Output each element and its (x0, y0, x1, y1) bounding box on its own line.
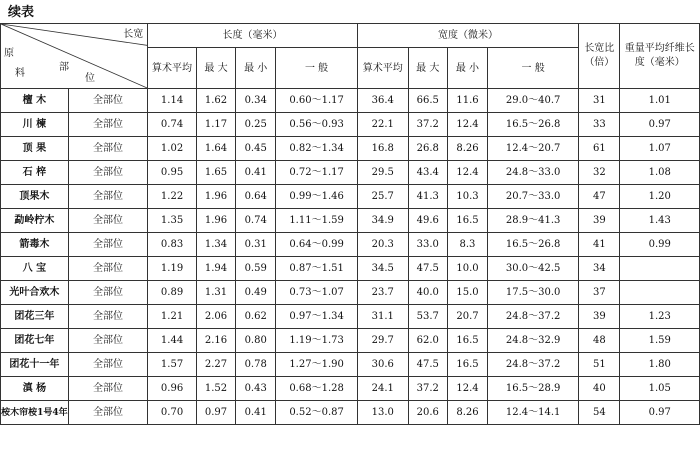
value-cell: 29.0～40.7 (488, 89, 579, 113)
value-cell: 0.96 (148, 377, 197, 401)
part-cell: 全部位 (68, 89, 147, 113)
part-cell: 全部位 (68, 233, 147, 257)
value-cell: 28.9～41.3 (488, 209, 579, 233)
value-cell: 12.4～20.7 (488, 137, 579, 161)
value-cell: 0.99～1.46 (276, 185, 358, 209)
part-cell: 全部位 (68, 305, 147, 329)
value-cell: 16.5～26.8 (488, 233, 579, 257)
value-cell: 1.52 (196, 377, 235, 401)
value-cell: 61 (579, 137, 620, 161)
value-cell: 25.7 (357, 185, 408, 209)
value-cell: 30.6 (357, 353, 408, 377)
value-cell: 1.64 (196, 137, 235, 161)
material-cell: 檀 木 (1, 89, 69, 113)
value-cell: 29.7 (357, 329, 408, 353)
table-row (1, 113, 700, 137)
part-cell: 全部位 (68, 185, 147, 209)
value-cell: 0.41 (236, 401, 276, 425)
part-cell: 全部位 (68, 401, 147, 425)
sub-header: 最 大 (196, 48, 235, 89)
value-cell: 0.60～1.17 (276, 89, 358, 113)
value-cell: 0.41 (236, 161, 276, 185)
fiber-morphology-table (0, 23, 700, 463)
value-cell: 16.5 (447, 329, 487, 353)
value-cell: 1.11～1.59 (276, 209, 358, 233)
ratio-header: 长宽比（倍） (579, 24, 620, 89)
value-cell: 0.45 (236, 137, 276, 161)
table-row (1, 137, 700, 161)
value-cell: 0.78 (236, 353, 276, 377)
value-cell: 8.26 (447, 137, 487, 161)
value-cell: 0.64 (236, 185, 276, 209)
table-body (1, 89, 700, 425)
value-cell: 0.72～1.17 (276, 161, 358, 185)
value-cell: 0.73～1.07 (276, 281, 358, 305)
value-cell: 20.6 (408, 401, 447, 425)
value-cell: 1.59 (620, 329, 700, 353)
value-cell: 1.14 (148, 89, 197, 113)
material-cell: 箭毒木 (1, 233, 69, 257)
value-cell: 39 (579, 305, 620, 329)
value-cell: 1.80 (620, 353, 700, 377)
sub-header: 最 大 (408, 48, 447, 89)
value-cell: 0.56～0.93 (276, 113, 358, 137)
corner-label-left: 原 (4, 48, 14, 59)
material-cell: 顶 果 (1, 137, 69, 161)
sub-header: 算术平均 (148, 48, 197, 89)
value-cell: 2.16 (196, 329, 235, 353)
value-cell: 1.01 (620, 89, 700, 113)
value-cell: 24.8～32.9 (488, 329, 579, 353)
corner-header-cell (1, 24, 148, 89)
value-cell: 26.8 (408, 137, 447, 161)
value-cell: 32 (579, 161, 620, 185)
value-cell: 1.62 (196, 89, 235, 113)
value-cell: 49.6 (408, 209, 447, 233)
value-cell (620, 281, 700, 305)
value-cell: 0.80 (236, 329, 276, 353)
value-cell: 1.96 (196, 185, 235, 209)
value-cell: 20.7～33.0 (488, 185, 579, 209)
part-cell: 全部位 (68, 329, 147, 353)
value-cell: 0.89 (148, 281, 197, 305)
part-cell: 全部位 (68, 257, 147, 281)
value-cell: 37.2 (408, 113, 447, 137)
material-cell: 勐岭柠木 (1, 209, 69, 233)
value-cell: 24.8～33.0 (488, 161, 579, 185)
table-row (1, 401, 700, 425)
sub-header: 一 般 (276, 48, 358, 89)
value-cell: 17.5～30.0 (488, 281, 579, 305)
value-cell: 10.0 (447, 257, 487, 281)
value-cell: 62.0 (408, 329, 447, 353)
value-cell: 13.0 (357, 401, 408, 425)
value-cell: 0.52～0.87 (276, 401, 358, 425)
table-row (1, 305, 700, 329)
table-row (1, 353, 700, 377)
material-cell: 川 楝 (1, 113, 69, 137)
value-cell: 1.31 (196, 281, 235, 305)
value-cell: 0.31 (236, 233, 276, 257)
value-cell: 2.06 (196, 305, 235, 329)
value-cell: 16.5～28.9 (488, 377, 579, 401)
part-cell: 全部位 (68, 209, 147, 233)
value-cell: 51 (579, 353, 620, 377)
value-cell: 0.34 (236, 89, 276, 113)
value-cell: 12.4 (447, 377, 487, 401)
value-cell: 1.20 (620, 185, 700, 209)
table-row (1, 209, 700, 233)
sub-header: 算术平均 (357, 48, 408, 89)
corner-label-mid1: 料 (15, 68, 25, 79)
part-cell: 全部位 (68, 353, 147, 377)
value-cell: 0.97 (196, 401, 235, 425)
value-cell: 22.1 (357, 113, 408, 137)
value-cell: 12.4～14.1 (488, 401, 579, 425)
material-cell: 桉木帘桉1号4年 (1, 401, 69, 425)
length-group-header: 长度（毫米） (148, 24, 358, 48)
value-cell: 31.1 (357, 305, 408, 329)
table-row (1, 377, 700, 401)
value-cell: 24.8～37.2 (488, 305, 579, 329)
value-cell: 1.07 (620, 137, 700, 161)
material-cell: 石 梓 (1, 161, 69, 185)
value-cell: 8.26 (447, 401, 487, 425)
table-row (1, 233, 700, 257)
material-cell: 八 宝 (1, 257, 69, 281)
material-cell: 顶果木 (1, 185, 69, 209)
part-cell: 全部位 (68, 377, 147, 401)
value-cell: 1.22 (148, 185, 197, 209)
value-cell: 0.70 (148, 401, 197, 425)
value-cell: 43.4 (408, 161, 447, 185)
width-group-header: 宽度（微米） (357, 24, 578, 48)
value-cell: 29.5 (357, 161, 408, 185)
value-cell: 1.05 (620, 377, 700, 401)
value-cell: 10.3 (447, 185, 487, 209)
table-row (1, 329, 700, 353)
value-cell: 0.97～1.34 (276, 305, 358, 329)
value-cell: 40.0 (408, 281, 447, 305)
value-cell: 0.68～1.28 (276, 377, 358, 401)
value-cell: 16.8 (357, 137, 408, 161)
material-cell: 光叶合欢木 (1, 281, 69, 305)
value-cell: 1.94 (196, 257, 235, 281)
value-cell: 1.27～1.90 (276, 353, 358, 377)
value-cell: 0.59 (236, 257, 276, 281)
value-cell: 15.0 (447, 281, 487, 305)
value-cell: 0.25 (236, 113, 276, 137)
part-cell: 全部位 (68, 161, 147, 185)
value-cell: 1.17 (196, 113, 235, 137)
value-cell: 34.9 (357, 209, 408, 233)
value-cell: 2.27 (196, 353, 235, 377)
table-row (1, 257, 700, 281)
value-cell: 40 (579, 377, 620, 401)
value-cell: 30.0～42.5 (488, 257, 579, 281)
sub-header: 一 般 (488, 48, 579, 89)
value-cell: 0.74 (236, 209, 276, 233)
value-cell: 41.3 (408, 185, 447, 209)
value-cell: 34 (579, 257, 620, 281)
value-cell: 34.5 (357, 257, 408, 281)
value-cell: 24.1 (357, 377, 408, 401)
value-cell: 41 (579, 233, 620, 257)
part-cell: 全部位 (68, 113, 147, 137)
value-cell (620, 257, 700, 281)
value-cell: 36.4 (357, 89, 408, 113)
value-cell: 47.5 (408, 257, 447, 281)
value-cell: 33.0 (408, 233, 447, 257)
value-cell: 20.3 (357, 233, 408, 257)
value-cell: 0.87～1.51 (276, 257, 358, 281)
value-cell: 1.34 (196, 233, 235, 257)
material-cell: 团花七年 (1, 329, 69, 353)
material-cell: 滇 杨 (1, 377, 69, 401)
corner-label-mid2: 部 (59, 62, 69, 73)
value-cell: 23.7 (357, 281, 408, 305)
value-cell: 0.62 (236, 305, 276, 329)
value-cell: 1.23 (620, 305, 700, 329)
value-cell: 37 (579, 281, 620, 305)
value-cell: 31 (579, 89, 620, 113)
value-cell: 1.19～1.73 (276, 329, 358, 353)
value-cell: 1.19 (148, 257, 197, 281)
table-row (1, 89, 700, 113)
value-cell: 20.7 (447, 305, 487, 329)
value-cell: 1.08 (620, 161, 700, 185)
value-cell: 16.5 (447, 209, 487, 233)
value-cell: 0.95 (148, 161, 197, 185)
corner-label-top: 长宽 (123, 29, 144, 40)
value-cell: 12.4 (447, 113, 487, 137)
value-cell: 1.21 (148, 305, 197, 329)
table-row (1, 185, 700, 209)
value-cell: 53.7 (408, 305, 447, 329)
material-cell: 团花十一年 (1, 353, 69, 377)
value-cell: 0.97 (620, 113, 700, 137)
weighted-length-header: 重量平均纤维长度（毫米） (620, 24, 700, 89)
value-cell: 0.43 (236, 377, 276, 401)
value-cell: 0.49 (236, 281, 276, 305)
value-cell: 24.8～37.2 (488, 353, 579, 377)
value-cell: 8.3 (447, 233, 487, 257)
value-cell: 0.64～0.99 (276, 233, 358, 257)
value-cell: 12.4 (447, 161, 487, 185)
value-cell: 0.99 (620, 233, 700, 257)
corner-label-bottom: 位 (85, 73, 95, 84)
value-cell: 1.96 (196, 209, 235, 233)
value-cell: 16.5～26.8 (488, 113, 579, 137)
value-cell: 0.97 (620, 401, 700, 425)
table-row (1, 281, 700, 305)
part-cell: 全部位 (68, 281, 147, 305)
value-cell: 39 (579, 209, 620, 233)
value-cell: 33 (579, 113, 620, 137)
value-cell: 37.2 (408, 377, 447, 401)
value-cell: 1.57 (148, 353, 197, 377)
value-cell: 1.02 (148, 137, 197, 161)
value-cell: 0.83 (148, 233, 197, 257)
sub-header: 最 小 (447, 48, 487, 89)
value-cell: 1.35 (148, 209, 197, 233)
value-cell: 66.5 (408, 89, 447, 113)
value-cell: 16.5 (447, 353, 487, 377)
value-cell: 48 (579, 329, 620, 353)
value-cell: 1.44 (148, 329, 197, 353)
data-table (0, 23, 700, 425)
table-row (1, 161, 700, 185)
value-cell: 47.5 (408, 353, 447, 377)
sub-header: 最 小 (236, 48, 276, 89)
value-cell: 47 (579, 185, 620, 209)
value-cell: 1.43 (620, 209, 700, 233)
value-cell: 11.6 (447, 89, 487, 113)
material-cell: 团花三年 (1, 305, 69, 329)
value-cell: 0.74 (148, 113, 197, 137)
part-cell: 全部位 (68, 137, 147, 161)
value-cell: 54 (579, 401, 620, 425)
value-cell: 0.82～1.34 (276, 137, 358, 161)
continued-title: 续表 (8, 5, 35, 20)
value-cell: 1.65 (196, 161, 235, 185)
